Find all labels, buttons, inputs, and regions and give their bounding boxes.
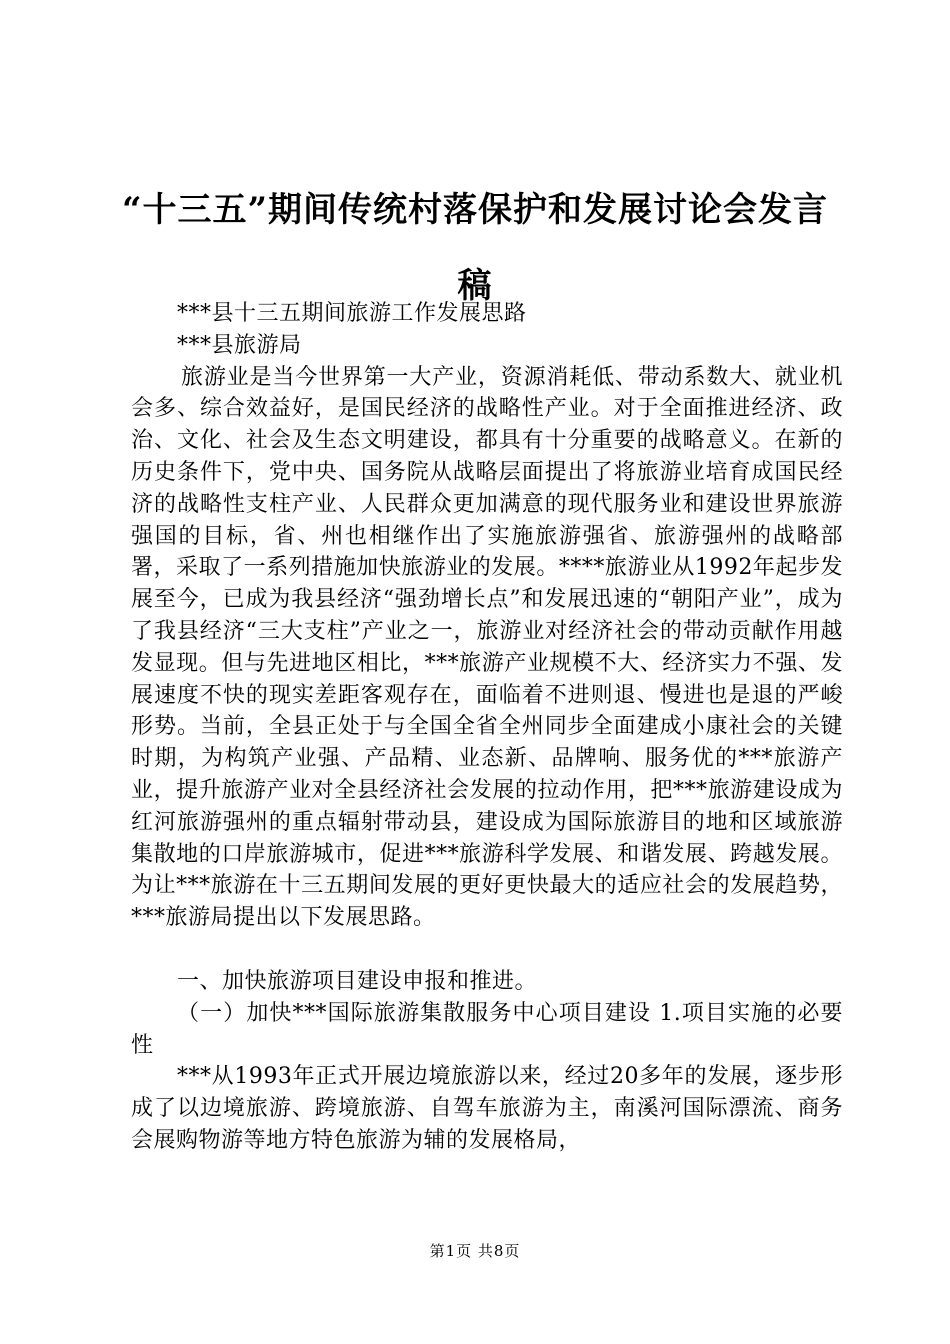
page-footer: 第1页 共8页 [429, 1242, 521, 1260]
document-author: ***县旅游局 [177, 332, 302, 358]
body-paragraph-2: ***从1993年正式开展边境旅游以来，经过20多年的发展，逐步形成了以边境旅游、跨境旅游、自驾车旅游为主，南溪河国际漂流、商务会展购物游等地方特色旅游为辅的发展格局， [131, 1064, 843, 1153]
subsection-heading-1: （一）加快***国际旅游集散服务中心项目建设 1.项目实施的必要性 [131, 1000, 843, 1058]
body-paragraph-intro: 旅游业是当今世界第一大产业，资源消耗低、带动系数大、就业机会多、综合效益好，是国民经济的战略性产业。对于全面推进经济、政治、文化、社会及生态文明建设，都具有十分重要的战略意义。在新的历史条件下，党中央、国务院从战略层面提出了将旅游业培育成国民经济的战略性支柱产业、人民群众更加满意的现代服务业和建设世界旅游强国的目标，省、州也相继作出了实施旅游强省、旅游强州的战略部署，采取了一系列措施加快旅游业的发展。****旅游业从1992年起步发展至今，已成为我县经济“强劲增长点”和发展迅速的“朝阳产业”，成为了我县经济“三大支柱”产业之一，旅游业对经济社会的带动贡献作用越发显现。但与先进地区相比，***旅游产业规模不大、经济实力不强、发展速度不快的现实差距客观存在，面临着不进则退、慢进也是退的严峻形势。当前，全县正处于与全国全省全州同步全面建成小康社会的关键时期，为构筑产业强、产品精、业态新、品牌响、服务优的***旅游产业，提升旅游产业对全县经济社会发展的拉动作用，把***旅游建设成为红河旅游强州的重点辐射带动县，建设成为国际旅游目的地和区域旅游集散地的口岸旅游城市，促进***旅游科学发展、和谐发展、跨越发展。为让***旅游在十三五期间发展的更好更快最大的适应社会的发展趋势，***旅游局提出以下发展思路。 [131, 364, 843, 931]
document-body [131, 298, 843, 1157]
section-heading-1: 一、加快旅游项目建设申报和推进。 [177, 968, 538, 994]
document-subtitle: ***县十三五期间旅游工作发展思路 [177, 301, 527, 326]
paragraph-spacer [131, 934, 843, 966]
document-title: “十三五”期间传统村落保护和发展讨论会发言稿 [121, 190, 829, 306]
